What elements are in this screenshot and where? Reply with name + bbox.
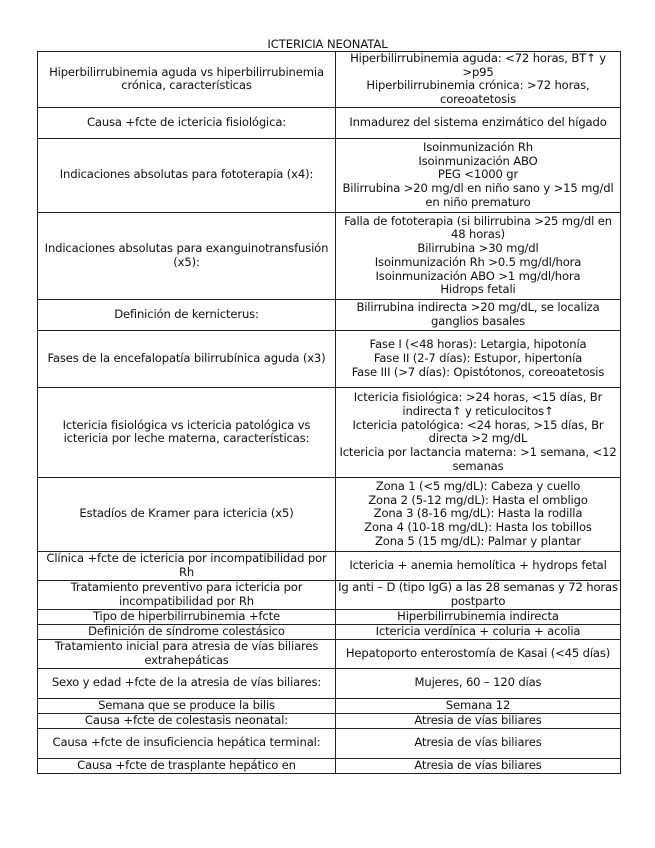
qa-table: [37, 51, 621, 774]
answer-cell: [336, 580, 621, 609]
answer-line: PEG <1000 gr: [437, 167, 519, 182]
answer-line: Atresia de vías biliares: [414, 757, 542, 772]
answer-line: Hiperbilirrubinemia crónica: >72 horas, coreoatetosis: [366, 78, 590, 107]
answer-line: Zona 2 (5-12 mg/dL): Hasta el ombligo: [368, 492, 588, 507]
table-row: [38, 609, 621, 624]
answer-line: Hiperbilirrubinemia aguda: <72 horas, BT↑ y >p95: [350, 51, 606, 79]
table-row: [38, 698, 621, 713]
answer-line: Ictericia verdínica + coluria + acolia: [375, 623, 581, 638]
answer-line: Mujeres, 60 – 120 días: [414, 675, 542, 690]
answer-cell: [336, 698, 621, 713]
answer-line: Zona 1 (<5 mg/dL): Cabeza y cuello: [375, 479, 581, 494]
table-row: [38, 758, 621, 773]
answer-line: Ictericia fisiológica: >24 horas, <15 días, Br indirecta↑ y reticulocitos↑: [353, 390, 603, 418]
answer-line: Semana 12: [445, 697, 511, 712]
answer-line: Hepatoporto enterostomía de Kasai (<45 días): [345, 645, 611, 660]
question-cell: Causa +fcte de insuficiencia hepática terminal:: [38, 728, 336, 758]
answer-line: Isoinmunización Rh >0.5 mg/dl/hora: [374, 254, 582, 269]
answer-line: Zona 3 (8-16 mg/dL): Hasta la rodilla: [373, 506, 583, 521]
answer-cell: [336, 668, 621, 698]
answer-line: Bilirrubina >30 mg/dl: [417, 241, 539, 256]
table-row: [38, 212, 621, 299]
answer-line: Fase II (2-7 días): Estupor, hipertonía: [373, 350, 583, 365]
table-row: [38, 107, 621, 138]
answer-line: Ictericia patológica: <24 horas, >15 días, Br directa >2 mg/dL: [352, 417, 604, 446]
answer-line: Isoinmunización ABO >1 mg/dl/hora: [375, 268, 581, 283]
table-row: [38, 330, 621, 387]
answer-cell: [336, 477, 621, 551]
answer-cell: [336, 728, 621, 758]
answer-cell: [336, 299, 621, 330]
page-title: ICTERICIA NEONATAL: [267, 37, 388, 51]
table-row: [38, 639, 621, 668]
answer-line: Ictericia + anemia hemolítica + hydrops fetal: [349, 557, 607, 572]
question-cell: Semana que se produce la bilis: [38, 698, 336, 713]
table-row: [38, 728, 621, 758]
answer-line: Falla de fototerapia (si bilirrubina >25 mg/dl en 48 horas): [344, 213, 612, 242]
answer-cell: [336, 713, 621, 728]
answer-line: Hiperbilirrubinemia indirecta: [397, 608, 559, 623]
table-row: [38, 138, 621, 212]
table-row: [38, 580, 621, 609]
question-cell: Definición de síndrome colestásico: [38, 624, 336, 639]
question-cell: Tratamiento preventivo para ictericia por incompatibilidad por Rh: [38, 580, 336, 609]
answer-line: Ictericia por lactancia materna: >1 semana, <12 semanas: [339, 445, 617, 473]
question-cell: Fases de la encefalopatía bilirrubínica aguda (x3): [38, 330, 336, 387]
question-cell: Causa +fcte de colestasis neonatal:: [38, 713, 336, 728]
qa-table-body: [38, 52, 621, 774]
question-cell: Indicaciones absolutas para exanguinotransfusión (x5):: [38, 212, 336, 299]
table-row: [38, 668, 621, 698]
question-cell: Causa +fcte de ictericia fisiológica:: [38, 107, 336, 138]
answer-cell: [336, 212, 621, 299]
answer-line: Bilirrubina >20 mg/dl en niño sano y >15 mg/dl en niño prematuro: [342, 181, 614, 209]
answer-line: Atresia de vías biliares: [414, 712, 542, 727]
answer-line: Atresia de vías biliares: [414, 735, 542, 750]
answer-cell: [336, 624, 621, 639]
table-row: [38, 52, 621, 108]
answer-line: Zona 5 (15 mg/dL): Palmar y plantar: [374, 533, 582, 548]
answer-line: Isoinmunización ABO: [418, 153, 538, 168]
table-row: [38, 713, 621, 728]
table-row: [38, 624, 621, 639]
answer-cell: [336, 52, 621, 108]
question-cell: Estadíos de Kramer para ictericia (x5): [38, 477, 336, 551]
question-cell: Clínica +fcte de ictericia por incompatibilidad por Rh: [38, 551, 336, 580]
table-row: [38, 387, 621, 477]
question-cell: Ictericia fisiológica vs ictericia patológica vs ictericia por leche materna, características:: [38, 387, 336, 477]
answer-line: Isoinmunización Rh: [423, 140, 533, 155]
answer-cell: [336, 387, 621, 477]
answer-line: Zona 4 (10-18 mg/dL): Hasta los tobillos: [364, 520, 592, 535]
answer-line: Inmadurez del sistema enzimático del hígado: [349, 114, 607, 129]
answer-line: Fase I (<48 horas): Letargia, hipotonía: [369, 337, 587, 352]
question-cell: Indicaciones absolutas para fototerapia (x4):: [38, 138, 336, 212]
question-cell: Definición de kernicterus:: [38, 299, 336, 330]
answer-cell: [336, 138, 621, 212]
answer-cell: [336, 639, 621, 668]
answer-cell: [336, 107, 621, 138]
question-cell: Sexo y edad +fcte de la atresia de vías biliares:: [38, 668, 336, 698]
table-row: [38, 299, 621, 330]
answer-cell: [336, 551, 621, 580]
question-cell: Tratamiento inicial para atresia de vías biliares extrahepáticas: [38, 639, 336, 668]
question-cell: Causa +fcte de trasplante hepático en: [38, 758, 336, 773]
table-row: [38, 551, 621, 580]
answer-cell: [336, 758, 621, 773]
question-cell: Hiperbilirrubinemia aguda vs hiperbilirrubinemia crónica, características: [38, 52, 336, 108]
answer-line: Bilirrubina indirecta >20 mg/dL, se localiza ganglios basales: [356, 300, 600, 328]
answer-cell: [336, 609, 621, 624]
answer-line: Fase III (>7 días): Opistótonos, coreoatetosis: [351, 364, 605, 379]
answer-line: Ig anti – D (tipo IgG) a las 28 semanas y 72 horas postparto: [338, 580, 618, 608]
question-cell: Tipo de hiperbilirrubinemia +fcte: [38, 609, 336, 624]
answer-line: Hidrops fetali: [440, 282, 516, 297]
table-row: [38, 477, 621, 551]
answer-cell: [336, 330, 621, 387]
